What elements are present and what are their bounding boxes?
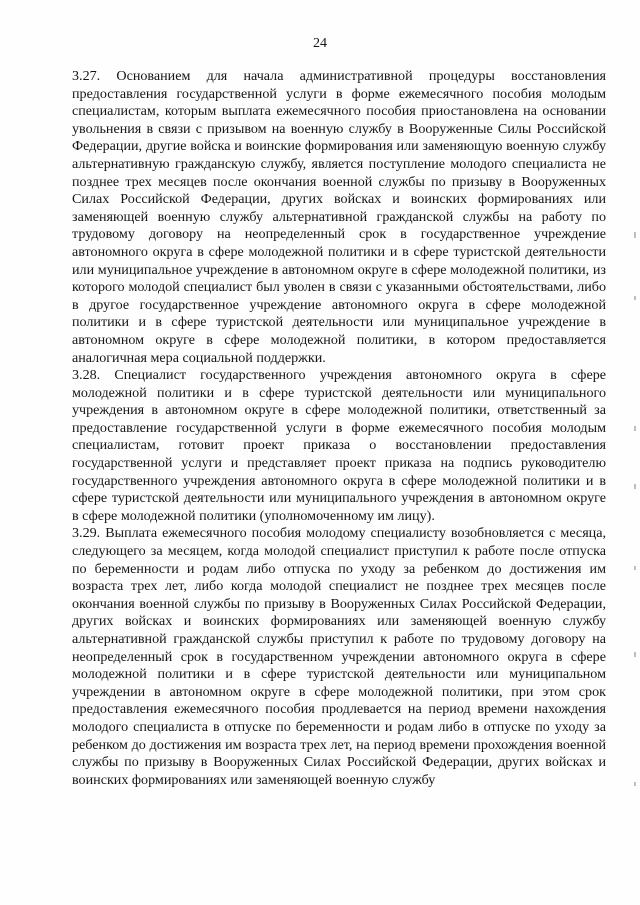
paragraph-text: Выплата ежемесячного пособия молодому специалисту возобновляется с месяца, следующего за месяцем, когда молодой специалист приступил к работе после отпуска по беременности и родам либо отпуска по уходу за ребенком до достижения им возраста трех лет, либо когда молодой специалист не позднее трех месяцев после окончания военной службы по призыву в Вооруженных Силах Российской Федерации, других войсках и воинских формированиях или заменяющей военную службу альтернативной гражданской службы приступил к работе по трудовому договору на неопределенный срок в государственном учреждении автономного округа в сфере молодежной политики и в сфере туристской деятельности или муниципальном учреждении в автономном округе в сфере молодежной политики, при этом срок предоставления ежемесячного пособия продлевается на период времени нахождения молодого специалиста в отпуске по беременности и родам либо в отпуске по уходу за ребенком до достижения им возраста трех лет, на период времени прохождения военной службы по призыву в Вооруженных Силах Российской Федерации, других войсках и воинских формированиях или заменяющей военную службу — [72, 525, 606, 788]
paragraph-3-28 — [72, 367, 606, 525]
page-number: 24 — [313, 36, 327, 51]
paragraph-3-29 — [72, 525, 606, 789]
document-body — [72, 68, 606, 789]
paragraph-3-27 — [72, 68, 606, 367]
paragraph-number: 3.28. — [72, 367, 101, 384]
scan-edge-mark — [634, 566, 636, 570]
scan-edge-mark — [634, 484, 636, 489]
scan-edge-mark — [634, 296, 636, 300]
scan-edge-mark — [634, 652, 636, 657]
scan-edge-mark — [634, 782, 636, 786]
paragraph-text: Специалист государственного учреждения автономного округа в сфере молодежной политики и в сфере туристской деятельности или муниципального учреждения в автономном округе в сфере молодежной политики, ответственный за предоставление государственной услуги в форме ежемесячного пособия молодым специалистам, готовит проект приказа о восстановлении предоставления государственной услуги и представляет проект приказа на подпись руководителю государственного учреждения автономного округа в сфере молодежной политики и в сфере туристской деятельности или муниципального учреждения в автономном округе в сфере молодежной политики (уполномоченному им лицу). — [72, 367, 606, 524]
scan-edge-mark — [634, 232, 636, 238]
scan-edge-mark — [634, 426, 636, 431]
paragraph-number: 3.29. — [72, 525, 101, 542]
paragraph-text: Основанием для начала административной процедуры восстановления предоставления государственной услуги в форме ежемесячного пособия молодым специалистам, которым выплата ежемесячного пособия приостановлена на основании увольнения в связи с призывом на военную службу в Вооруженные Силы Российской Федерации, другие войска и воинские формирования или заменяющую военную службу альтернативную гражданскую службу, является поступление молодого специалиста не позднее трех месяцев после окончания военной службы по призыву в Вооруженных Силах Российской Федерации, других войсках и воинских формированиях или заменяющей военную службу альтернативной гражданской службы на работу по трудовому договору на неопределенный срок в государственное учреждение автономного округа в сфере молодежной политики и в сфере туристской деятельности или муниципальное учреждение в автономном округе в сфере молодежной политики, из которого молодой специалист был уволен в связи с указанными обстоятельствами, либо в другое государственное учреждение автономного округа в сфере молодежной политики и в сфере туристской деятельности или муниципальное учреждение в автономном округе в сфере молодежной политики, в котором предоставляется аналогичная мера социальной поддержки. — [72, 68, 606, 366]
paragraph-number: 3.27. — [72, 68, 101, 84]
